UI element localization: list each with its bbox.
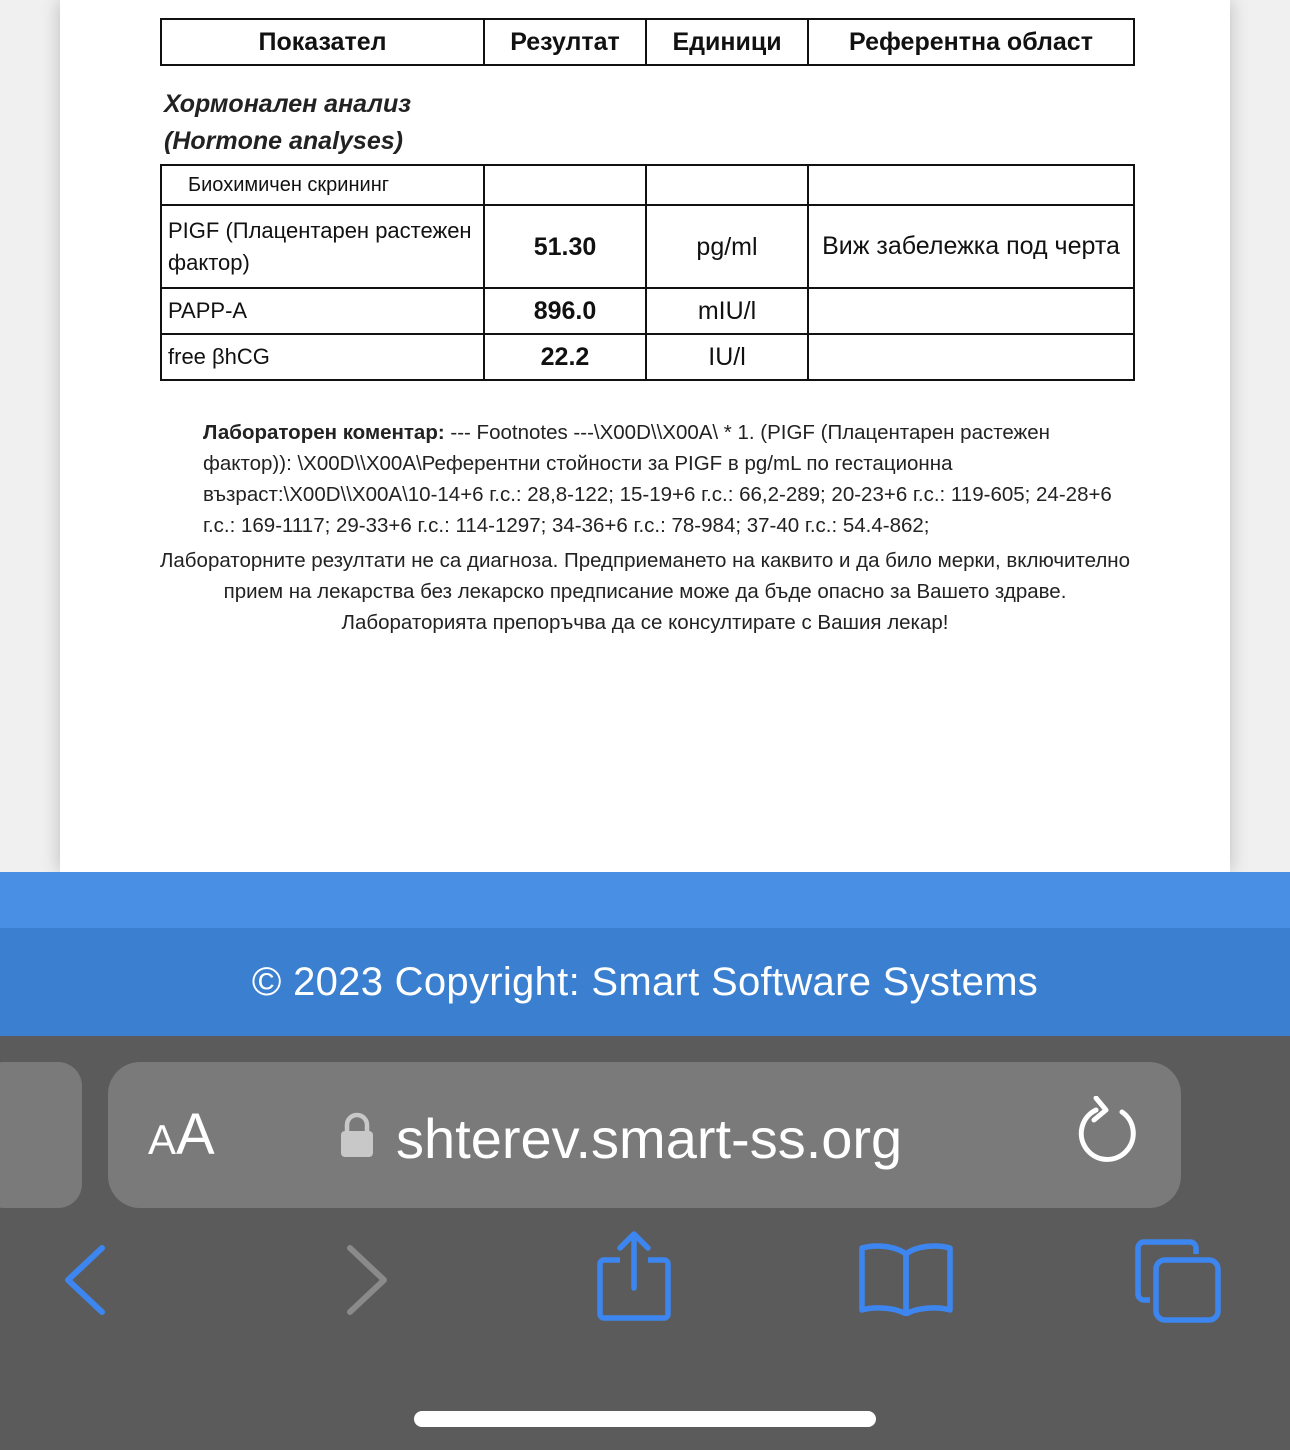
empty-cell — [808, 165, 1134, 205]
results-header-table — [160, 18, 1135, 66]
footer-top-band — [0, 872, 1290, 928]
chevron-left-icon[interactable] — [62, 1244, 108, 1316]
lab-comment-text: --- Footnotes ---\X00D\\X00A\ * 1. (PIGF (Плацентарен растежен фактор)): \X00D\\X00A\Референтни стойности за PIGF в pg/mL по гестационна възраст:\X00D\\X00A\10-14+6 г.с.: 28,8-122; 15-19+6 г.с.: 66,2-289; 20-23+6 г.с.: 119-605; 24-28+6 г.с.: 169-1117; 29-33+6 г.с.: 114-1297; 34-36+6 г.с.: 78-984; 37-40 г.с.: 54.4-862; — [203, 421, 1112, 537]
aa-small-letter: A — [148, 1116, 177, 1163]
table-row — [161, 205, 1134, 288]
disclaimer-text: Лабораторните резултати не са диагноза. Предприемането на каквито и да било мерки, включително прием на лекарства без лекарско предписание може да бъде опасно за Вашето здраве. Лабораторията препоръчва да се консултирате с Вашия лекар! — [159, 549, 1131, 634]
reload-icon[interactable] — [1076, 1096, 1142, 1168]
indicator-name: PAPP-A — [161, 288, 484, 334]
unit-value: mIU/l — [646, 288, 808, 334]
section-title — [164, 86, 411, 160]
home-indicator[interactable] — [414, 1411, 876, 1427]
footer-copyright: © 2023 Copyright: Smart Software Systems — [0, 928, 1290, 1036]
column-header-units: Единици — [646, 19, 808, 65]
unit-value: IU/l — [646, 334, 808, 380]
section-title-bg: Хормонален анализ — [164, 90, 411, 118]
result-value: 896.0 — [484, 288, 646, 334]
lab-comment-label: Лабораторен коментар: — [203, 421, 445, 444]
share-icon[interactable] — [596, 1230, 672, 1322]
lab-comment — [203, 417, 1133, 541]
tabs-icon[interactable] — [1134, 1238, 1222, 1324]
empty-cell — [646, 165, 808, 205]
header-row — [161, 19, 1134, 65]
column-header-indicator: Показател — [161, 19, 484, 65]
column-header-result: Резултат — [484, 19, 646, 65]
chevron-right-icon[interactable] — [344, 1244, 390, 1316]
table-row-group — [161, 165, 1134, 205]
indicator-name: free βhCG — [161, 334, 484, 380]
results-table — [160, 164, 1135, 381]
reader-options-button[interactable] — [148, 1090, 228, 1180]
section-title-en: (Hormone analyses) — [164, 127, 403, 155]
column-header-reference: Референтна област — [808, 19, 1134, 65]
table-row — [161, 334, 1134, 380]
unit-value: pg/ml — [646, 205, 808, 288]
empty-cell — [484, 165, 646, 205]
reference-value — [808, 334, 1134, 380]
table-row — [161, 288, 1134, 334]
group-label: Биохимичен скрининг — [161, 165, 484, 205]
lock-icon — [339, 1112, 375, 1158]
result-value: 51.30 — [484, 205, 646, 288]
reference-value: Виж забележка под черта — [808, 205, 1134, 288]
aa-large-letter: A — [176, 1102, 215, 1167]
book-icon[interactable] — [858, 1242, 954, 1316]
indicator-name: PIGF (Плацентарен растежен фактор) — [161, 205, 484, 288]
result-value: 22.2 — [484, 334, 646, 380]
reference-value — [808, 288, 1134, 334]
previous-tab-preview[interactable] — [0, 1062, 82, 1208]
url-text[interactable]: shterev.smart-ss.org — [396, 1107, 903, 1170]
